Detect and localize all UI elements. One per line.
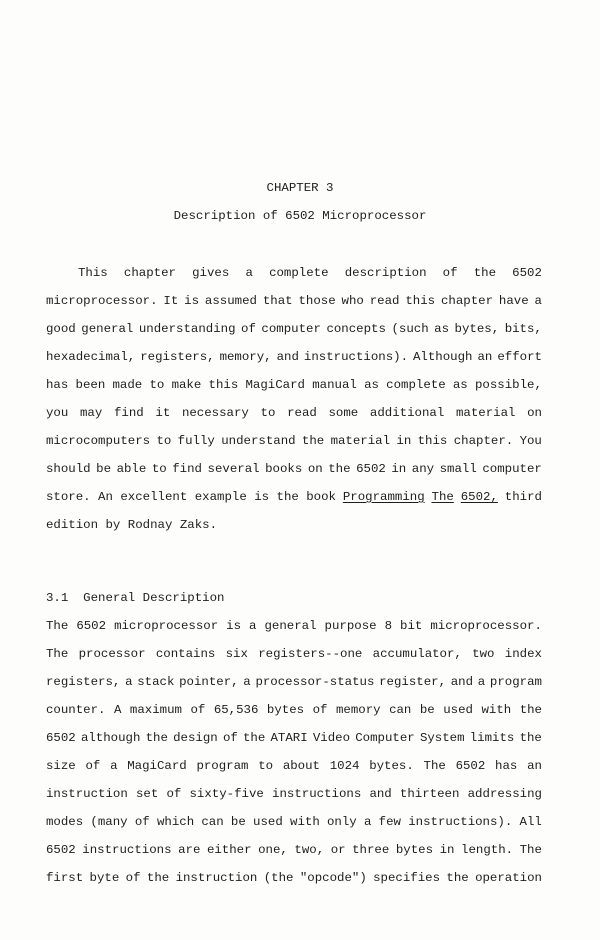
- word: should: [46, 462, 91, 476]
- word: specifies: [373, 871, 441, 885]
- word: bytes: [266, 703, 305, 717]
- word: The: [519, 843, 542, 857]
- word: maximum: [129, 703, 182, 717]
- word: 6502: [76, 619, 107, 633]
- word: index: [504, 647, 542, 661]
- word: any: [411, 462, 435, 476]
- intro-line-4: [46, 349, 542, 365]
- word: several: [207, 462, 260, 476]
- word: instructions: [82, 843, 172, 857]
- word: or: [330, 843, 346, 857]
- word: may: [79, 406, 103, 420]
- word: concepts: [326, 322, 386, 336]
- word: two: [472, 647, 495, 661]
- intro-line-2: [46, 293, 542, 309]
- word: registers--one: [258, 647, 363, 661]
- word: a: [110, 759, 118, 773]
- word: computer: [261, 322, 321, 336]
- word: instructions: [272, 787, 362, 801]
- word: in: [396, 434, 412, 448]
- word: good: [46, 322, 76, 336]
- word: assumed: [204, 294, 257, 308]
- word: (many: [90, 815, 128, 829]
- word: registers,: [46, 675, 121, 689]
- word: bytes,: [454, 322, 500, 336]
- word: made: [112, 378, 143, 392]
- word: first: [46, 871, 84, 885]
- intro-line-9-prefix: store. An excellent example is the book: [46, 490, 336, 504]
- word: books: [265, 462, 303, 476]
- intro-line-3: [46, 321, 542, 337]
- section-line-4: [46, 702, 542, 718]
- chapter-number: CHAPTER 3: [266, 181, 334, 195]
- word: this: [417, 434, 448, 448]
- word: microprocessor: [114, 619, 219, 633]
- word: a: [534, 294, 542, 308]
- word: The: [46, 619, 69, 633]
- word: complete: [269, 266, 329, 280]
- word: Video: [312, 731, 351, 745]
- word: instruction: [175, 871, 258, 885]
- word: on: [527, 406, 542, 420]
- book-title-word-2: The: [431, 490, 454, 504]
- word: understand: [221, 434, 296, 448]
- word: find: [113, 406, 144, 420]
- word: 6502: [455, 759, 486, 773]
- word: although: [80, 731, 141, 745]
- word: chapter: [123, 266, 176, 280]
- word: complete: [386, 378, 446, 392]
- word: pointer,: [179, 675, 239, 689]
- word: is: [226, 619, 242, 633]
- intro-line-6: [46, 405, 542, 421]
- word: one,: [258, 843, 288, 857]
- word: either: [206, 843, 252, 857]
- intro-line-7: [46, 433, 542, 449]
- word: 6502: [46, 731, 76, 745]
- word: with: [481, 703, 512, 717]
- word: and: [450, 675, 474, 689]
- word: memory,: [219, 350, 272, 364]
- word: (such: [391, 322, 429, 336]
- word: microcomputers: [46, 434, 151, 448]
- word: registers,: [140, 350, 215, 364]
- intro-line-8: [46, 461, 542, 477]
- word: This: [78, 266, 108, 280]
- word: to: [260, 406, 276, 420]
- word: to: [149, 378, 165, 392]
- word: used: [253, 815, 283, 829]
- word: few: [378, 815, 401, 829]
- intro-line-10: [46, 517, 542, 533]
- word: who: [341, 294, 364, 308]
- word: accumulator,: [372, 647, 462, 661]
- word: a: [477, 675, 486, 689]
- word: addressing: [467, 787, 542, 801]
- word: be: [96, 462, 112, 476]
- word: possible,: [474, 378, 542, 392]
- word: as: [364, 378, 379, 392]
- word: the: [146, 871, 170, 885]
- word: 6502: [46, 843, 76, 857]
- section-line-1: [46, 618, 542, 634]
- word: operation: [475, 871, 542, 885]
- word: it: [155, 406, 171, 420]
- word: and: [276, 350, 299, 364]
- word: a: [245, 266, 253, 280]
- word: in: [391, 462, 407, 476]
- intro-line-9-suffix: third: [504, 490, 542, 504]
- word: to: [156, 434, 172, 448]
- word: this: [208, 378, 239, 392]
- word: 1024: [329, 759, 360, 773]
- word: to: [258, 759, 274, 773]
- word: the: [301, 434, 325, 448]
- word: be: [230, 815, 246, 829]
- word: of: [85, 759, 101, 773]
- section-line-3: [46, 674, 542, 690]
- word: 8: [384, 619, 393, 633]
- word: material: [330, 434, 391, 448]
- word: Although: [413, 350, 473, 364]
- word: microprocessor.: [46, 294, 158, 308]
- book-title-word-3: 6502,: [460, 490, 498, 504]
- word: microprocessor.: [430, 619, 542, 633]
- word: hexadecimal,: [46, 350, 136, 364]
- word: size: [46, 759, 76, 773]
- word: register,: [379, 675, 447, 689]
- word: MagiCard: [127, 759, 187, 773]
- word: a: [243, 675, 251, 689]
- word: are: [178, 843, 201, 857]
- word: a: [249, 619, 257, 633]
- word: those: [298, 294, 336, 308]
- section-line-8: [46, 814, 542, 830]
- word: bits,: [504, 322, 542, 336]
- intro-line-5: [46, 377, 542, 393]
- word: of: [134, 815, 150, 829]
- word: The: [423, 759, 446, 773]
- word: you: [46, 406, 69, 420]
- word: this: [405, 294, 436, 308]
- word: processor-status: [255, 675, 375, 689]
- word: chapter.: [453, 434, 514, 448]
- word: memory: [335, 703, 381, 717]
- word: A: [113, 703, 122, 717]
- word: read: [369, 294, 400, 308]
- section-heading: 3.1 General Description: [46, 591, 225, 605]
- word: as: [452, 378, 468, 392]
- word: description: [344, 266, 427, 280]
- word: chapter: [440, 294, 494, 308]
- word: of: [166, 787, 182, 801]
- word: counter.: [46, 703, 106, 717]
- word: Computer: [355, 731, 415, 745]
- word: been: [75, 378, 106, 392]
- word: System: [419, 731, 465, 745]
- word: program: [196, 759, 249, 773]
- word: instruction: [46, 787, 128, 801]
- word: You: [519, 434, 542, 448]
- section-line-10: [46, 870, 542, 886]
- word: stack: [137, 675, 175, 689]
- word: additional: [369, 406, 445, 420]
- word: a: [125, 675, 133, 689]
- word: fully: [177, 434, 215, 448]
- word: thirteen: [399, 787, 460, 801]
- word: instructions).: [303, 350, 409, 364]
- word: can: [201, 815, 224, 829]
- word: can: [389, 703, 412, 717]
- word: find: [172, 462, 202, 476]
- word: limits: [469, 731, 515, 745]
- section-line-6: [46, 758, 542, 774]
- word: able: [116, 462, 147, 476]
- word: 6502: [512, 266, 542, 280]
- word: small: [439, 462, 477, 476]
- word: which: [156, 815, 195, 829]
- word: have: [498, 294, 529, 308]
- word: be: [419, 703, 435, 717]
- word: of: [442, 266, 458, 280]
- word: about: [282, 759, 320, 773]
- word: of: [222, 731, 238, 745]
- intro-line-10-text: edition by Rodnay Zaks.: [46, 518, 218, 532]
- word: the: [243, 731, 266, 745]
- word: the: [473, 266, 497, 280]
- word: to: [151, 462, 167, 476]
- word: It: [163, 294, 179, 308]
- section-line-9: [46, 842, 542, 858]
- word: with: [290, 815, 320, 829]
- word: used: [443, 703, 473, 717]
- word: six: [225, 647, 248, 661]
- word: contains: [155, 647, 216, 661]
- word: the: [145, 731, 168, 745]
- word: and: [369, 787, 392, 801]
- word: three: [352, 843, 390, 857]
- word: processor: [78, 647, 146, 661]
- word: effort: [497, 350, 542, 364]
- word: bytes: [395, 843, 434, 857]
- word: sixty-five: [189, 787, 264, 801]
- word: that: [262, 294, 293, 308]
- word: program: [489, 675, 542, 689]
- book-title-word-1: Programming: [342, 490, 425, 504]
- word: All: [519, 815, 542, 829]
- section-line-7: [46, 786, 542, 802]
- word: design: [173, 731, 218, 745]
- word: the: [446, 871, 469, 885]
- word: general: [264, 619, 317, 633]
- word: an: [527, 759, 542, 773]
- word: is: [184, 294, 200, 308]
- word: only: [327, 815, 357, 829]
- word: general: [81, 322, 134, 336]
- word: of: [312, 703, 328, 717]
- word: the: [519, 703, 542, 717]
- word: bytes.: [369, 759, 414, 773]
- word: (the: [263, 871, 294, 885]
- word: modes: [46, 815, 84, 829]
- word: in: [439, 843, 455, 857]
- word: of: [125, 871, 141, 885]
- word: bit: [400, 619, 423, 633]
- chapter-title: Description of 6502 Microprocessor: [173, 209, 427, 223]
- word: material: [455, 406, 516, 420]
- word: gives: [192, 266, 230, 280]
- word: The: [46, 647, 69, 661]
- word: on: [307, 462, 323, 476]
- word: as: [434, 322, 450, 336]
- word: byte: [89, 871, 120, 885]
- word: ATARI: [270, 731, 308, 745]
- word: read: [287, 406, 317, 420]
- word: an: [477, 350, 493, 364]
- word: some: [328, 406, 359, 420]
- word: two,: [294, 843, 325, 857]
- word: purpose: [324, 619, 377, 633]
- word: set: [135, 787, 159, 801]
- word: the: [519, 731, 542, 745]
- word: the: [328, 462, 351, 476]
- intro-line-1: [78, 265, 542, 281]
- word: of: [190, 703, 206, 717]
- word: a: [363, 815, 372, 829]
- word: has: [495, 759, 518, 773]
- word: instructions).: [408, 815, 513, 829]
- word: 65,536: [213, 703, 259, 717]
- word: necessary: [181, 406, 249, 420]
- word: understanding: [138, 322, 236, 336]
- word: of: [241, 322, 256, 336]
- intro-line-9: [46, 489, 542, 505]
- word: has: [46, 378, 69, 392]
- word: MagiCard: [245, 378, 305, 392]
- word: manual: [312, 378, 357, 392]
- section-line-2: [46, 646, 542, 662]
- word: computer: [482, 462, 542, 476]
- word: "opcode"): [299, 871, 367, 885]
- word: 6502: [356, 462, 386, 476]
- section-line-5: [46, 730, 542, 746]
- word: make: [171, 378, 202, 392]
- word: length.: [461, 843, 514, 857]
